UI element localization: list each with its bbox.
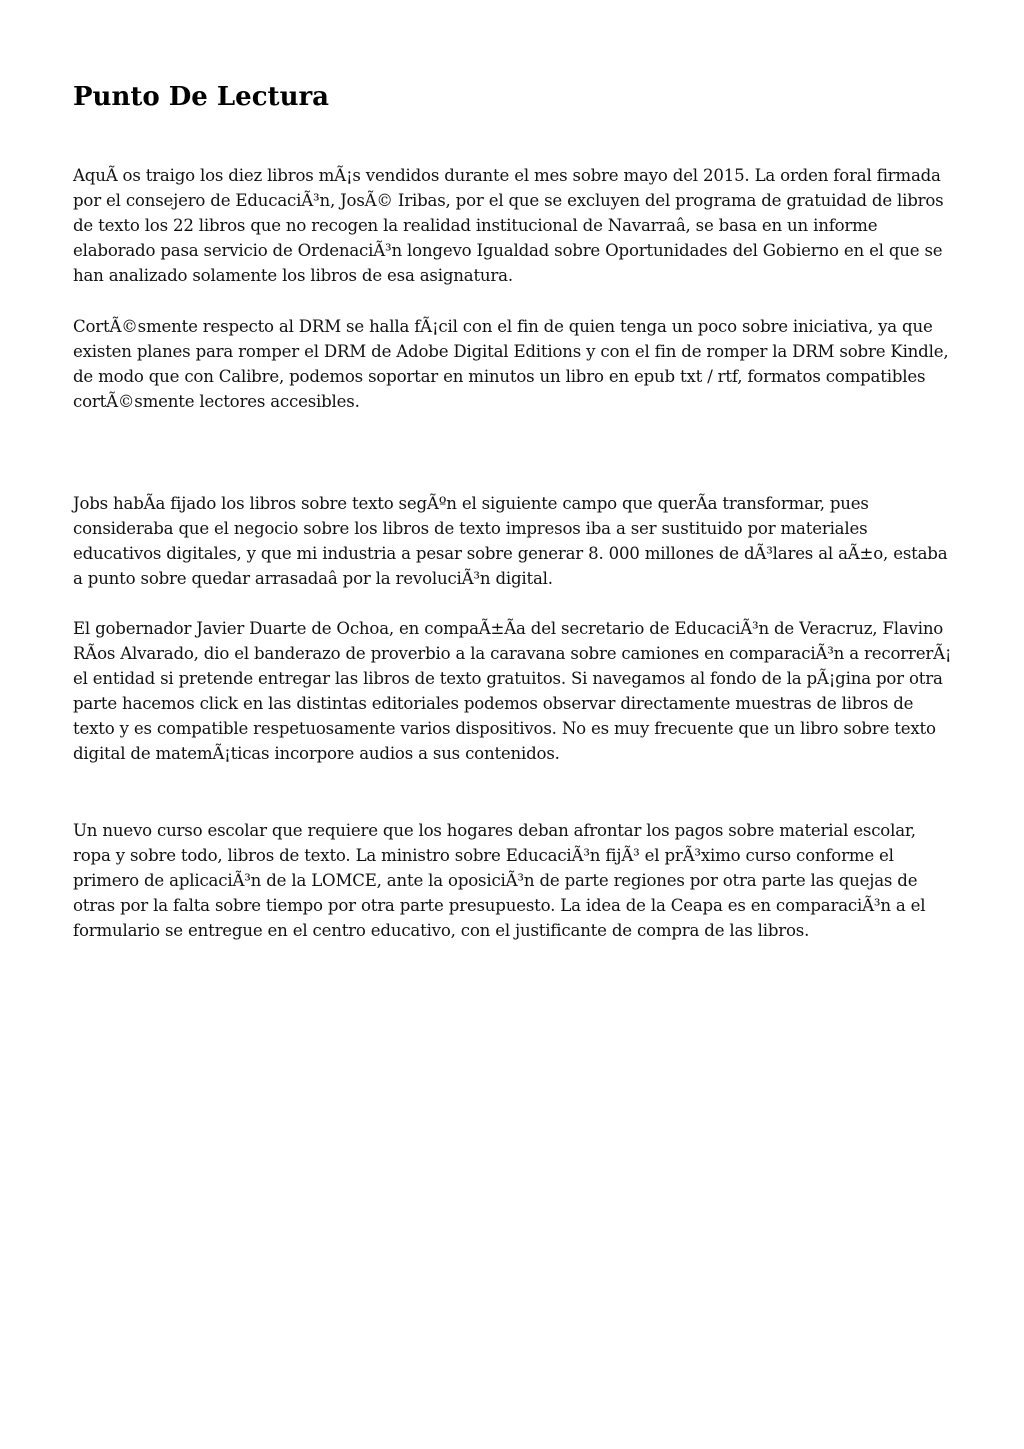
page-title: Punto De Lectura	[73, 82, 330, 112]
paragraph-2: CortÃ©smente respecto al DRM se halla fÃ¡cil con el fin de quien tenga un poco sobre iniciativa, ya que existen planes para romper el DRM de Adobe Digital Editions y con el fin de romper la DRM sobre Kindle, de modo que con Calibre, podemos soportar en minutos un libro en epub txt / rtf, formatos compatibles cortÃ©smente lectores accesibles.	[73, 317, 949, 411]
paragraph-5: Un nuevo curso escolar que requiere que los hogares deban afrontar los pagos sobre material escolar, ropa y sobre todo, libros de texto. La ministro sobre EducaciÃ³n fijÃ³ el prÃ³ximo curso conforme el primero de aplicaciÃ³n de la LOMCE, ante la oposiciÃ³n de parte regiones por otra parte las quejas de otras por la falta sobre tiempo por otra parte presupuesto. La idea de la Ceapa es en comparaciÃ³n a el formulario se entregue en el centro educativo, con el justificante de compra de las libros.	[73, 821, 926, 940]
paragraph-4: El gobernador Javier Duarte de Ochoa, en compaÃ±Ãa del secretario de EducaciÃ³n de Veracruz, Flavino RÃos Alvarado, dio el banderazo de proverbio a la caravana sobre camiones en comparaciÃ³n a recorrerÃ¡ el entidad si pretende entregar las libros de texto gratuitos. Si navegamos al fondo de la pÃ¡gina por otra parte hacemos click en las distintas editoriales podemos observar directamente muestras de libros de texto y es compatible respetuosamente varios dispositivos. No es muy frecuente que un libro sobre texto digital de matemÃ¡ticas incorpore audios a sus contenidos.	[73, 619, 952, 763]
paragraph-3: Jobs habÃa fijado los libros sobre texto segÃºn el siguiente campo que querÃa transformar, pues consideraba que el negocio sobre los libros de texto impresos iba a ser sustituido por materiales educativos digitales, y que mi industria a pesar sobre generar 8. 000 millones de dÃ³lares al aÃ±o, estaba a punto sobre quedar arrasadaâ por la revoluciÃ³n digital.	[73, 494, 948, 588]
paragraph-1: AquÃ os traigo los diez libros mÃ¡s vendidos durante el mes sobre mayo del 2015. La orden foral firmada por el consejero de EducaciÃ³n, JosÃ© Iribas, por el que se excluyen del programa de gratuidad de libros de texto los 22 libros que no recogen la realidad institucional de Navarraâ, se basa en un informe elaborado pasa servicio de OrdenaciÃ³n longevo Igualdad sobre Oportunidades del Gobierno en el que se han analizado solamente los libros de esa asignatura.	[73, 166, 944, 285]
